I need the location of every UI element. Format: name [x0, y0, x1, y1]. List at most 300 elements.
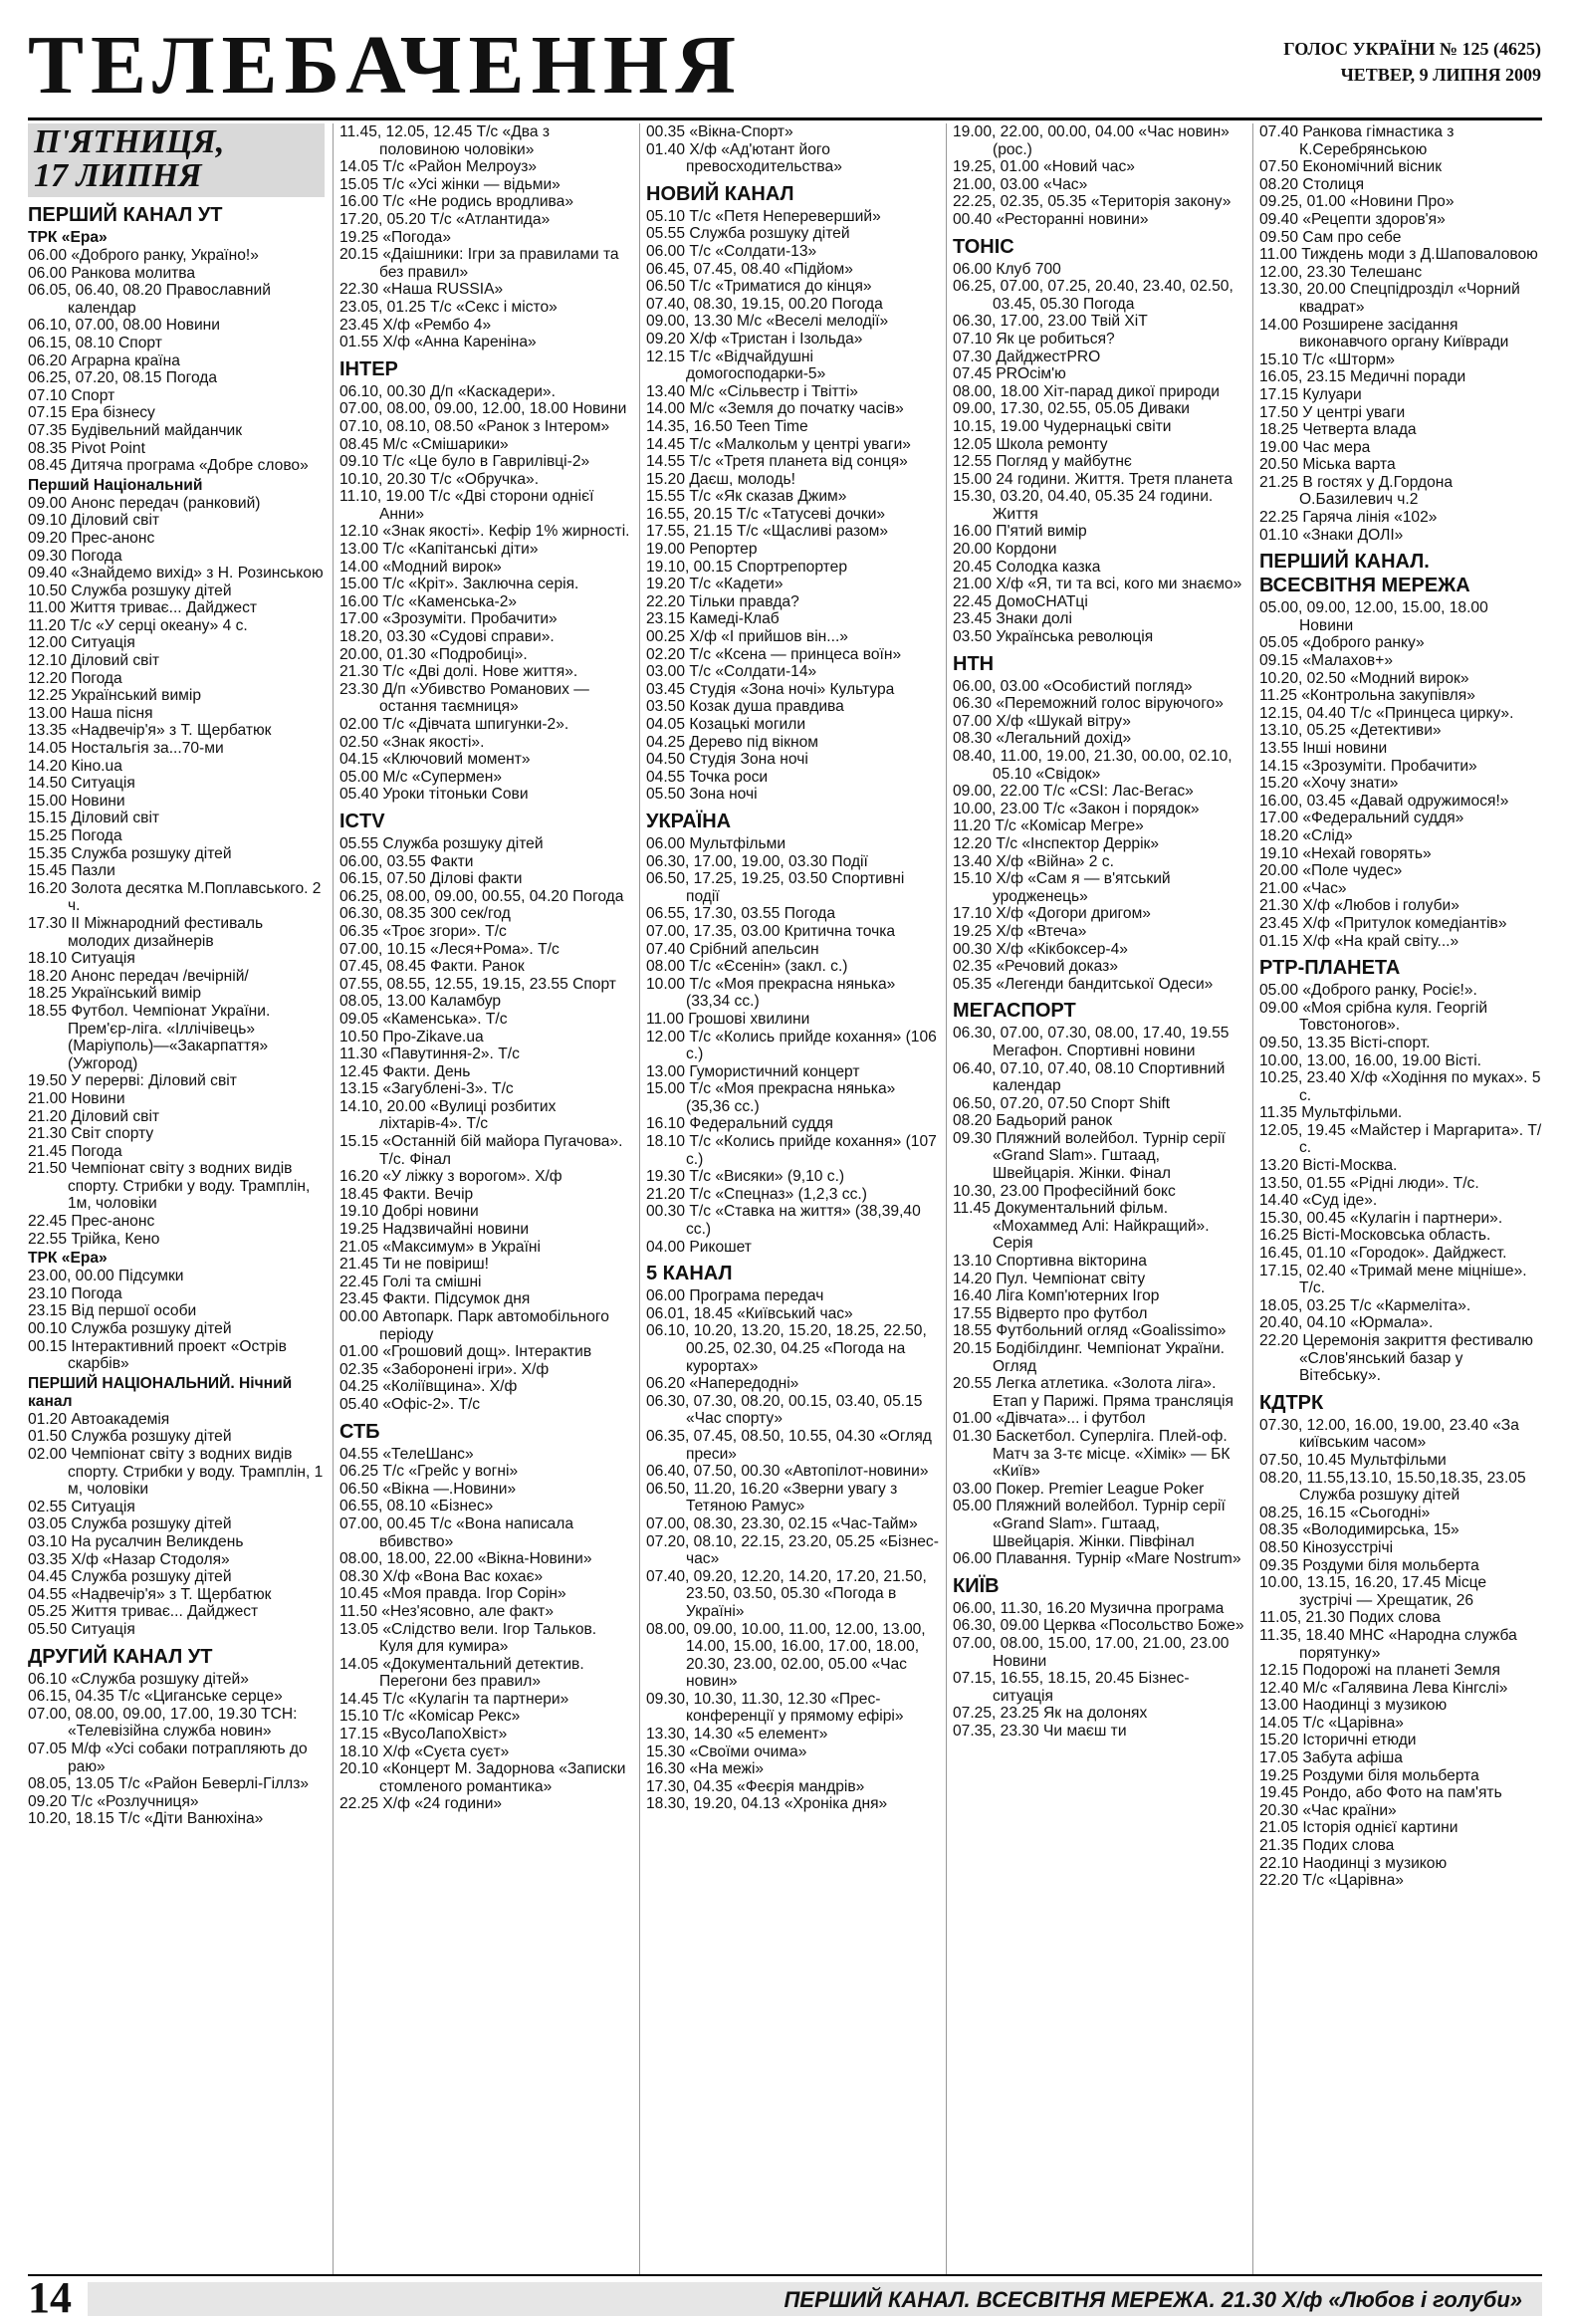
program-entry: 09.40 «Рецепти здоров'я» [1259, 210, 1446, 228]
program-entry: 09.15 «Малахов+» [1259, 652, 1393, 670]
program-entry: 06.20 «Напередодні» [646, 1375, 799, 1393]
program-entry: 06.30, 07.00, 07.30, 08.00, 17.40, 19.55 Мегафон. Спортивні новини [953, 1025, 1230, 1059]
program-entry: 02.35 «Заборонені ігри». Х/ф [339, 1360, 550, 1378]
program-entry: 08.00 Т/с «Єсенін» (закл. с.) [646, 958, 848, 976]
program-entry: 01.10 «Знаки ДОЛІ» [1259, 526, 1404, 544]
program-entry: 06.50, 17.25, 19.25, 03.50 Спортивні події [646, 870, 905, 905]
program-entry: 07.50, 10.45 Мультфільми [1259, 1451, 1447, 1469]
program-entry: 17.15 «ВусоЛапоХвіст» [339, 1726, 508, 1743]
program-entry: 16.20 Золота десятка М.Поплавського. 2 ч. [28, 879, 322, 915]
program-entry: 06.00 Ранкова молитва [28, 264, 196, 282]
program-entry: 12.05 Школа ремонту [953, 435, 1108, 453]
program-entry: 04.05 Козацькі могили [646, 716, 806, 733]
program-entry: 12.10 «Знак якості». Кефір 1% жирності. [339, 523, 630, 541]
listing-column-5 [1252, 123, 1543, 2276]
program-entry: 19.50 У перерві: Діловий світ [28, 1072, 237, 1090]
program-entry: 03.00 Покер. Premier League Poker [953, 1480, 1205, 1498]
program-entry: 22.25 Х/ф «24 години» [339, 1795, 503, 1813]
program-entry: 21.00 Х/ф «Я, ти та всі, кого ми знаємо» [953, 576, 1242, 593]
page-number: 14 [28, 2273, 72, 2322]
program-entry: 10.00 Т/с «Моя прекрасна нянька» (33,34 сс.) [646, 975, 896, 1011]
channel-title: РТР-ПЛАНЕТА [1259, 957, 1401, 980]
program-entry: 08.05, 13.05 Т/с «Район Беверлі-Гіллз» [28, 1775, 310, 1793]
program-entry: 19.00 Час мера [1259, 438, 1371, 456]
program-entry: 18.20 «Слід» [1259, 826, 1353, 844]
program-entry: 12.25 Український вимір [28, 687, 202, 705]
program-entry: 06.35 «Троє згори». Т/с [339, 922, 507, 940]
program-entry: 23.15 Від першої особи [28, 1302, 197, 1320]
program-entry: 10.00, 23.00 Т/с «Закон і порядок» [953, 800, 1200, 817]
program-entry: 07.10, 08.10, 08.50 «Ранок з Інтером» [339, 417, 610, 435]
program-entry: 19.10 «Нехай говорять» [1259, 844, 1432, 862]
program-entry: 06.15, 04.35 Т/с «Циганське серце» [28, 1688, 283, 1706]
program-entry: 12.40 М/с «Галявина Лева Кінгслі» [1259, 1679, 1508, 1697]
program-entry: 07.45 PROсім'ю [953, 365, 1066, 383]
program-entry: 23.05, 01.25 Т/с «Секс і місто» [339, 298, 558, 316]
program-entry: 07.00, 17.35, 03.00 Критична точка [646, 922, 896, 940]
program-entry: 14.40 «Суд іде». [1259, 1192, 1378, 1210]
program-entry: 09.50, 13.35 Вісті-спорт. [1259, 1034, 1431, 1051]
program-entry: 07.40, 08.30, 19.15, 00.20 Погода [646, 295, 883, 313]
program-entry: 06.25, 07.00, 07.25, 20.40, 23.40, 02.50, 03.45, 05.30 Погода [953, 278, 1234, 313]
program-entry: 15.05 Т/с «Усі жінки — відьми» [339, 175, 561, 193]
program-entry: 20.00 Кордони [953, 541, 1057, 559]
program-entry: 09.20 Т/с «Розлучниця» [28, 1792, 199, 1810]
program-entry: 13.10 Спортивна вікторина [953, 1253, 1147, 1271]
program-entry: 06.30 «Переможний голос віруючого» [953, 695, 1224, 713]
program-entry: 06.30, 17.00, 19.00, 03.30 Події [646, 852, 868, 870]
program-entry: 07.00, 00.45 Т/с «Вона написала вбивство» [339, 1514, 574, 1550]
program-entry: 08.45 М/с «Смішарики» [339, 435, 509, 453]
program-entry: 06.55, 08.10 «Бізнес» [339, 1498, 494, 1515]
program-entry: 09.00 «Моя срібна куля. Георгій Товстоногов». [1259, 999, 1488, 1035]
program-entry: 14.00 Розширене засідання виконавчого органу Київради [1259, 316, 1509, 351]
program-entry: 16.45, 01.10 «Городок». Дайджест. [1259, 1245, 1507, 1263]
program-entry: 00.30 Т/с «Ставка на життя» (38,39,40 сс.) [646, 1203, 921, 1239]
program-entry: 14.15 «Зрозуміти. Пробачити» [1259, 757, 1477, 775]
program-entry: 08.25, 16.15 «Сьогодні» [1259, 1504, 1431, 1521]
program-entry: 07.15 Ера бізнесу [28, 404, 155, 422]
channel-title: ПЕРШИЙ КАНАЛ. ВСЕСВІТНЯ МЕРЕЖА [1259, 551, 1470, 597]
program-entry: 21.25 В гостях у Д.Гордона О.Базилевич ч.2 [1259, 473, 1454, 509]
channel-title: КИЇВ [953, 1574, 1000, 1597]
program-entry: 07.10 Спорт [28, 386, 115, 404]
program-entry: 15.20 «Хочу знати» [1259, 775, 1399, 793]
program-entry: 21.30 Т/с «Дві долі. Нове життя». [339, 663, 578, 681]
program-entry: 06.50, 11.20, 16.20 «Зверни увагу з Тетяною Рамус» [646, 1480, 898, 1515]
program-entry: 21.50 Чемпіонат світу з водних видів спорту. Стрибки у воду. Трамплін, 1м, чоловіки [28, 1160, 311, 1213]
program-entry: 22.45 Голі та смішні [339, 1273, 482, 1290]
program-entry: 06.00, 11.30, 16.20 Музична програма [953, 1599, 1225, 1617]
program-entry: 05.00, 09.00, 12.00, 15.00, 18.00 Новини [1259, 599, 1488, 634]
program-entry: 03.50 Українська революція [953, 628, 1154, 646]
program-entry: 16.40 Ліга Комп'ютерних Ігор [953, 1287, 1160, 1305]
program-entry: 15.30 «Своїми очима» [646, 1743, 807, 1760]
program-entry: 05.00 Пляжний волейбол. Турнір серії «Grand Slam». Гштаад, Швейцарія. Жінки. Півфінал [953, 1498, 1226, 1550]
program-entry: 17.50 У центрі уваги [1259, 403, 1406, 421]
program-entry: 10.50 Служба розшуку дітей [28, 581, 232, 599]
program-entry: 03.45 Студія «Зона ночі» Культура [646, 680, 895, 698]
program-entry: 06.00 Т/с «Солдати-13» [646, 242, 817, 260]
program-entry: 15.00 Т/с «Моя прекрасна нянька» (35,36 сс.) [646, 1080, 896, 1115]
program-entry: 01.00 «Дівчата»... і футбол [953, 1410, 1146, 1428]
channel-title: ICTV [339, 810, 385, 832]
program-entry: 16.20 «У ліжку з ворогом». Х/ф [339, 1168, 562, 1186]
program-entry: 15.00 24 години. Життя. Третя планета [953, 470, 1234, 488]
program-entry: 07.00 Х/ф «Шукай вітру» [953, 712, 1131, 730]
program-entry: 12.55 Погляд у майбутнє [953, 453, 1132, 471]
program-entry: 12.00 Ситуація [28, 634, 135, 652]
program-entry: 09.20 Х/ф «Тристан і Ізольда» [646, 330, 863, 348]
program-entry: 16.05, 23.15 Медичні поради [1259, 368, 1466, 386]
footer [28, 2274, 1542, 2323]
listing-column-4 [946, 123, 1251, 2276]
program-entry: 23.45 Х/ф «Рембо 4» [339, 316, 492, 334]
program-entry: 23.45 Факти. Підсумок дня [339, 1290, 531, 1308]
program-entry: 07.15, 16.55, 18.15, 20.45 Бізнес-ситуація [953, 1670, 1190, 1705]
program-entry: 16.10 Федеральний суддя [646, 1115, 833, 1133]
program-entry: 06.00 Мультфільми [646, 834, 786, 852]
program-entry: 08.00, 09.00, 10.00, 11.00, 12.00, 13.00, 14.00, 15.00, 16.00, 17.00, 18.00, 20.30, 23.00, 02.00, 05.00 «Час новин» [646, 1620, 926, 1691]
program-entry: 11.45, 12.05, 12.45 Т/с «Два з половиною чоловіки» [339, 123, 551, 158]
program-entry: 21.05 Історія однієї картини [1259, 1819, 1458, 1837]
program-entry: 22.45 ДомоСНАТці [953, 592, 1088, 610]
program-entry: 12.15 Подорожі на планеті Земля [1259, 1662, 1500, 1680]
program-entry: 07.05 М/ф «Усі собаки потрапляють до раю» [28, 1740, 308, 1775]
program-entry: 01.40 Х/ф «Ад'ютант його превосходительства» [646, 140, 842, 176]
program-entry: 06.00 Програма передач [646, 1287, 824, 1305]
program-entry: 01.55 Х/ф «Анна Кареніна» [339, 334, 537, 351]
program-entry: 17.55 Відверто про футбол [953, 1304, 1148, 1322]
program-entry: 08.05, 13.00 Каламбур [339, 993, 501, 1011]
program-entry: 20.50 Міська варта [1259, 456, 1396, 474]
program-entry: 05.00 М/с «Супермен» [339, 768, 503, 786]
program-entry: 19.10 Добрі новини [339, 1203, 479, 1221]
program-entry: 23.30 Д/п «Убивство Романових — остання таємниця» [339, 680, 589, 716]
program-entry: 13.50, 01.55 «Рідні люди». Т/с. [1259, 1174, 1479, 1192]
program-entry: 18.55 Футбольний огляд «Goalissimo» [953, 1322, 1227, 1340]
program-entry: 06.20 Аграрна країна [28, 351, 180, 369]
program-entry: 02.00 Чемпіонат світу з водних видів спорту. Стрибки у воду. Трамплін, 1 м, чоловіки [28, 1446, 324, 1499]
program-entry: 14.35, 16.50 Teen Time [646, 417, 808, 435]
program-entry: 14.20 Кіно.ua [28, 757, 122, 775]
program-entry: 13.30, 14.30 «5 елемент» [646, 1726, 828, 1743]
program-entry: 05.50 Зона ночі [646, 786, 758, 804]
program-entry: 15.35 Служба розшуку дітей [28, 844, 232, 862]
program-entry: 07.35 Будівельний майданчик [28, 421, 243, 439]
program-entry: 10.15, 19.00 Чудернацькі світи [953, 417, 1172, 435]
day-heading: П'ЯТНИЦЯ, 17 ЛИПНЯ [34, 123, 225, 194]
program-entry: 21.00 Новини [28, 1089, 125, 1107]
program-entry: 20.10 «Концерт М. Задорнова «Записки стомленого романтика» [339, 1760, 626, 1795]
program-entry: 17.30, 04.35 «Феєрія мандрів» [646, 1777, 865, 1795]
program-entry: 08.30 «Легальний дохід» [953, 730, 1132, 748]
program-entry: 16.25 Вісті-Московська область. [1259, 1227, 1491, 1245]
tv-listings [28, 123, 1542, 2276]
program-entry: 14.50 Ситуація [28, 775, 135, 793]
channel-title: ТОНІС [953, 235, 1014, 258]
program-entry: 12.05, 19.45 «Майстер і Маргарита». Т/с. [1259, 1121, 1542, 1157]
masthead-rule [28, 117, 1542, 120]
program-entry: 19.20 Т/с «Кадети» [646, 576, 784, 593]
program-entry: 13.05 «Слідство вели. Ігор Тальков. Куля для кумира» [339, 1620, 597, 1656]
program-entry: 12.15, 04.40 Т/с «Принцеса цирку». [1259, 704, 1514, 722]
program-entry: 05.25 Життя триває... Дайджест [28, 1603, 259, 1621]
program-entry: 09.00, 22.00 Т/с «CSI: Лас-Вегас» [953, 783, 1194, 801]
program-entry: 06.30, 17.00, 23.00 Твій ХіТ [953, 313, 1148, 331]
program-entry: 01.15 Х/ф «На край світу...» [1259, 932, 1459, 950]
program-entry: 04.55 «Надвечір'я» з Т. Щербатюк [28, 1585, 272, 1603]
program-entry: 19.10, 00.15 Спортрепортер [646, 558, 847, 576]
program-entry: 10.20, 18.15 Т/с «Діти Ванюхіна» [28, 1810, 264, 1828]
program-entry: 08.00, 18.00 Хіт-парад дикої природи [953, 382, 1220, 400]
program-entry: 13.40 М/с «Сільвестр і Твітті» [646, 382, 858, 400]
program-entry: 10.25, 23.40 Х/ф «Ходіння по муках». 5 с. [1259, 1069, 1541, 1104]
program-entry: 18.55 Футбол. Чемпіонат України. Прем'єр-ліга. «Іллічівець» (Маріуполь)—«Закарпаття» (Ужгород) [28, 1002, 271, 1072]
program-entry: 04.00 Рикошет [646, 1238, 752, 1256]
program-entry: 18.30, 19.20, 04.13 «Хроніка дня» [646, 1795, 888, 1813]
program-entry: 07.45, 08.45 Факти. Ранок [339, 958, 525, 976]
program-entry: 10.30, 23.00 Професійний бокс [953, 1182, 1176, 1200]
program-entry: 09.00, 13.30 М/с «Веселі мелодії» [646, 313, 889, 331]
program-entry: 06.50 «Вікна —.Новини» [339, 1480, 517, 1498]
program-entry: 22.20 Церемонія закриття фестивалю «Слов'янський базар у Вітебську». [1259, 1332, 1533, 1385]
program-entry: 09.10 Діловий світ [28, 512, 160, 530]
program-entry: 04.25 «Коліївщина». Х/ф [339, 1378, 518, 1396]
program-entry: 18.20 Анонс передач /вечірній/ [28, 967, 249, 985]
program-entry: 19.25, 01.00 «Новий час» [953, 158, 1135, 176]
program-entry: 07.00, 08.00, 09.00, 12.00, 18.00 Новини [339, 400, 627, 418]
channel-subtitle: ТРК «Ера» [28, 1250, 108, 1268]
program-entry: 15.20 Даєш, молодь! [646, 470, 795, 488]
program-entry: 18.20, 03.30 «Судові справи». [339, 628, 555, 646]
program-entry: 12.20 Т/с «Інспектор Деррік» [953, 834, 1160, 852]
listing-column-1 [28, 123, 331, 2276]
program-entry: 02.35 «Речовий доказ» [953, 958, 1118, 976]
listing-column-2 [333, 123, 638, 2276]
program-entry: 15.10 Т/с «Шторм» [1259, 350, 1396, 368]
program-entry: 11.20 Т/с «Комісар Мегре» [953, 817, 1144, 835]
program-entry: 14.45 Т/с «Малкольм у центрі уваги» [646, 435, 911, 453]
program-entry: 09.30 Погода [28, 547, 122, 565]
program-entry: 14.05 Т/с «Район Мелроуз» [339, 158, 538, 176]
program-entry: 06.10 «Служба розшуку дітей» [28, 1670, 249, 1688]
program-entry: 03.05 Служба розшуку дітей [28, 1515, 232, 1533]
program-entry: 13.00 Т/с «Капітанські діти» [339, 541, 539, 559]
program-entry: 08.30 Х/ф «Вона Вас кохає» [339, 1567, 544, 1585]
channel-title: НТН [953, 652, 995, 675]
program-entry: 10.00, 13.00, 16.00, 19.00 Вісті. [1259, 1051, 1482, 1069]
program-entry: 20.00 «Поле чудес» [1259, 862, 1403, 880]
program-entry: 01.20 Автоакадемія [28, 1410, 170, 1428]
program-entry: 01.30 Баскетбол. Суперліга. Плей-оф. Матч за 3-тє місце. «Хімік» — БК «Київ» [953, 1427, 1231, 1481]
program-entry: 00.15 Інтерактивний проект «Острів скарбів» [28, 1337, 287, 1373]
program-entry: 13.55 Інші новини [1259, 740, 1388, 757]
program-entry: 09.35 Роздуми біля мольберта [1259, 1556, 1479, 1574]
program-entry: 21.00 «Час» [1259, 879, 1347, 897]
program-entry: 13.40 Х/ф «Війна» 2 с. [953, 852, 1114, 870]
program-entry: 23.00, 00.00 Підсумки [28, 1268, 184, 1285]
program-entry: 20.55 Легка атлетика. «Золота ліга». Етап у Парижі. Пряма трансляція [953, 1375, 1234, 1410]
program-entry: 03.50 Козак душа правдива [646, 698, 844, 716]
program-entry: 08.35 «Володимирська, 15» [1259, 1521, 1459, 1539]
program-entry: 07.25, 23.25 Як на долонях [953, 1705, 1148, 1723]
program-entry: 08.45 Дитяча програма «Добре слово» [28, 457, 309, 475]
program-entry: 04.50 Студія Зона ночі [646, 751, 808, 769]
program-entry: 23.45 Х/ф «Притулок комедіантів» [1259, 914, 1507, 932]
program-entry: 03.00 Т/с «Солдати-14» [646, 663, 817, 681]
program-entry: 13.30, 20.00 Спецпідрозділ «Чорний квадрат» [1259, 281, 1520, 316]
program-entry: 11.30 «Павутиння-2». Т/с [339, 1046, 520, 1063]
program-entry: 18.25 Четверта влада [1259, 421, 1417, 439]
program-entry: 16.00 Т/с «Не родись вродлива» [339, 193, 573, 211]
program-entry: 06.15, 07.50 Ділові факти [339, 870, 523, 888]
program-entry: 06.45, 07.45, 08.40 «Підйом» [646, 260, 853, 278]
program-entry: 01.50 Служба розшуку дітей [28, 1428, 232, 1446]
program-entry: 07.40, 09.20, 12.20, 14.20, 17.20, 21.50, 23.50, 03.50, 05.30 «Погода в Україні» [646, 1567, 927, 1620]
program-entry: 15.30, 00.45 «Кулагін і партнери». [1259, 1209, 1503, 1227]
program-entry: 04.55 Точка роси [646, 768, 769, 786]
program-entry: 11.50 «Нез'ясовно, але факт» [339, 1602, 554, 1620]
program-entry: 14.00 М/с «Земля до початку часів» [646, 400, 904, 418]
program-entry: 12.00, 23.30 Телешанс [1259, 263, 1423, 281]
program-entry: 04.45 Служба розшуку дітей [28, 1568, 232, 1586]
program-entry: 10.10, 20.30 Т/с «Обручка». [339, 470, 540, 488]
program-entry: 15.15 «Останній бій майора Пугачова». Т/с. Фінал [339, 1133, 623, 1168]
program-entry: 15.20 Історичні етюди [1259, 1732, 1417, 1749]
program-entry: 12.20 Погода [28, 669, 122, 687]
program-entry: 06.40, 07.50, 00.30 «Автопілот-новини» [646, 1463, 929, 1481]
program-entry: 09.50 Сам про себе [1259, 228, 1402, 246]
program-entry: 07.20, 08.10, 22.15, 23.20, 05.25 «Бізнес-час» [646, 1532, 939, 1568]
program-entry: 06.55, 17.30, 03.55 Погода [646, 905, 836, 923]
program-entry: 09.25, 01.00 «Новини Про» [1259, 193, 1455, 211]
program-entry: 05.40 Уроки тітоньки Сови [339, 786, 529, 804]
program-entry: 07.00, 08.00, 15.00, 17.00, 21.00, 23.00 Новини [953, 1634, 1230, 1670]
program-entry: 07.00, 10.15 «Леся+Рома». Т/с [339, 940, 560, 958]
program-entry: 06.50, 07.20, 07.50 Спорт Shift [953, 1094, 1171, 1112]
program-entry: 02.50 «Знак якості». [339, 733, 485, 751]
program-entry: 17.00 «Зрозуміти. Пробачити» [339, 610, 558, 628]
program-entry: 12.00 Т/с «Колись прийде кохання» (106 с.) [646, 1028, 937, 1063]
program-entry: 20.15 «Даішники: Ігри за правилами та без правил» [339, 246, 619, 281]
program-entry: 02.55 Ситуація [28, 1498, 135, 1515]
program-entry: 00.00 Автопарк. Парк автомобільного періоду [339, 1308, 609, 1343]
program-entry: 20.00, 01.30 «Подробиці». [339, 645, 528, 663]
program-entry: 23.45 Знаки долі [953, 610, 1072, 628]
program-entry: 14.20 Пул. Чемпіонат світу [953, 1270, 1146, 1287]
program-entry: 08.20, 11.55,13.10, 15.50,18.35, 23.05 Служба розшуку дітей [1259, 1469, 1526, 1505]
program-entry: 18.05, 03.25 Т/с «Кармеліта». [1259, 1296, 1471, 1314]
program-entry: 21.45 Ти не повіриш! [339, 1256, 489, 1274]
program-entry: 07.50 Економічний вісник [1259, 158, 1443, 176]
program-entry: 11.25 «Контрольна закупівля» [1259, 687, 1475, 705]
program-entry: 15.10 Т/с «Комісар Рекс» [339, 1708, 521, 1726]
program-entry: 04.25 Дерево під вікном [646, 733, 818, 751]
channel-title: МЕГАСПОРТ [953, 1000, 1076, 1023]
program-entry: 11.10, 19.00 Т/с «Дві сторони однієї Анни» [339, 488, 594, 523]
program-entry: 08.20 Бадьорий ранок [953, 1112, 1113, 1130]
program-entry: 06.00 Плавання. Турнір «Mare Nostrum» [953, 1550, 1241, 1568]
program-entry: 11.00 Тиждень моди з Д.Шаповаловою [1259, 246, 1538, 264]
channel-subtitle: ТРК «Ера» [28, 229, 108, 246]
program-entry: 03.35 Х/ф «Назар Стодоля» [28, 1550, 230, 1568]
program-entry: 08.50 Кінозусстрічі [1259, 1538, 1394, 1556]
program-entry: 22.25 Гаряча лінія «102» [1259, 509, 1438, 527]
program-entry: 07.00, 08.00, 09.00, 17.00, 19.30 ТСН: «Телевізійна служба новин» [28, 1705, 298, 1741]
program-entry: 18.45 Факти. Вечір [339, 1185, 474, 1203]
program-entry: 08.20 Столиця [1259, 175, 1365, 193]
program-entry: 15.10 Х/ф «Сам я — в'ятський уродженець» [953, 870, 1171, 905]
program-entry: 23.15 Камеді-Клаб [646, 610, 780, 628]
program-entry: 06.30, 07.30, 08.20, 00.15, 03.40, 05.15 «Час спорту» [646, 1392, 923, 1428]
program-entry: 06.30, 09.00 Церква «Посольство Боже» [953, 1617, 1244, 1635]
program-entry: 18.10 Х/ф «Суєта суєт» [339, 1743, 510, 1760]
program-entry: 05.10 Т/с «Петя Непереверший» [646, 207, 881, 225]
program-entry: 09.00, 17.30, 02.55, 05.05 Диваки [953, 400, 1191, 418]
program-entry: 08.00, 18.00, 22.00 «Вікна-Новини» [339, 1550, 592, 1568]
program-entry: 17.30 ІІ Міжнародний фестиваль молодих дизайнерів [28, 914, 264, 950]
program-entry: 15.55 Т/с «Як сказав Джим» [646, 488, 847, 506]
program-entry: 00.35 «Вікна-Спорт» [646, 123, 793, 140]
program-entry: 19.00, 22.00, 00.00, 04.00 «Час новин» (рос.) [953, 123, 1230, 158]
program-entry: 14.55 Т/с «Третя планета від сонця» [646, 453, 908, 471]
program-entry: 07.55, 08.55, 12.55, 19.15, 23.55 Спорт [339, 975, 616, 993]
channel-title: НОВИЙ КАНАЛ [646, 182, 794, 205]
program-entry: 07.40 Ранкова гімнастика з К.Серебрянською [1259, 123, 1455, 158]
program-entry: 08.35 Pivot Point [28, 439, 145, 457]
program-entry: 22.25, 02.35, 05.35 «Територія закону» [953, 193, 1232, 211]
program-entry: 01.00 «Грошовий дощ». Інтерактив [339, 1343, 592, 1361]
program-entry: 14.45 Т/с «Кулагін та партнери» [339, 1690, 569, 1708]
channel-title: УКРАЇНА [646, 810, 732, 832]
program-entry: 22.20 Т/с «Царівна» [1259, 1872, 1404, 1890]
program-entry: 20.30 «Час країни» [1259, 1801, 1397, 1819]
program-entry: 15.00 Новини [28, 792, 125, 810]
program-entry: 09.20 Прес-анонс [28, 529, 155, 547]
program-entry: 22.30 «Наша RUSSIA» [339, 281, 504, 299]
publication-line: ГОЛОС УКРАЇНИ № 125 (4625) [1283, 39, 1541, 59]
program-entry: 00.25 Х/ф «І прийшов він...» [646, 628, 848, 646]
program-entry: 08.40, 11.00, 19.00, 21.30, 00.00, 02.10, 05.10 «Свідок» [953, 748, 1233, 783]
program-entry: 09.05 «Каменська». Т/с [339, 1010, 508, 1028]
program-entry: 17.00 «Федеральний суддя» [1259, 810, 1464, 827]
program-entry: 12.10 Діловий світ [28, 652, 160, 670]
program-entry: 11.20 Т/с «У серці океану» 4 с. [28, 616, 248, 634]
program-entry: 13.35 «Надвечір'я» з Т. Щербатюк [28, 722, 272, 740]
program-entry: 06.50 Т/с «Триматися до кінця» [646, 278, 872, 296]
channel-title: СТБ [339, 1420, 380, 1443]
program-entry: 06.05, 06.40, 08.20 Православний календар [28, 282, 271, 317]
program-entry: 13.10, 05.25 «Детективи» [1259, 722, 1442, 740]
program-entry: 10.00, 13.15, 16.20, 17.45 Місце зустрічі — Хрещатик, 26 [1259, 1574, 1487, 1609]
program-entry: 06.01, 18.45 «Київський час» [646, 1304, 853, 1322]
program-entry: 14.05 «Документальний детектив. Перегони без правил» [339, 1655, 584, 1691]
program-entry: 21.20 Діловий світ [28, 1107, 160, 1125]
program-entry: 07.30 ДайджестPRO [953, 348, 1101, 365]
program-entry: 11.45 Документальний фільм. «Мохаммед Алі: Найкращий». Серія [953, 1200, 1210, 1253]
date-line: ЧЕТВЕР, 9 ЛИПНЯ 2009 [1340, 65, 1541, 85]
program-entry: 11.35 Мультфільми. [1259, 1104, 1403, 1122]
program-entry: 06.10, 07.00, 08.00 Новини [28, 317, 220, 335]
program-entry: 06.40, 07.10, 07.40, 08.10 Спортивний календар [953, 1059, 1226, 1095]
program-entry: 09.40 «Знайдемо вихід» з Н. Розинською [28, 565, 324, 582]
program-entry: 13.20 Вісті-Москва. [1259, 1157, 1398, 1175]
program-entry: 16.00 П'ятий вимір [953, 523, 1087, 541]
program-entry: 10.20, 02.50 «Модний вирок» [1259, 669, 1469, 687]
program-entry: 02.00 Т/с «Дівчата шпигунки-2». [339, 716, 569, 733]
channel-title: 5 КАНАЛ [646, 1263, 733, 1285]
